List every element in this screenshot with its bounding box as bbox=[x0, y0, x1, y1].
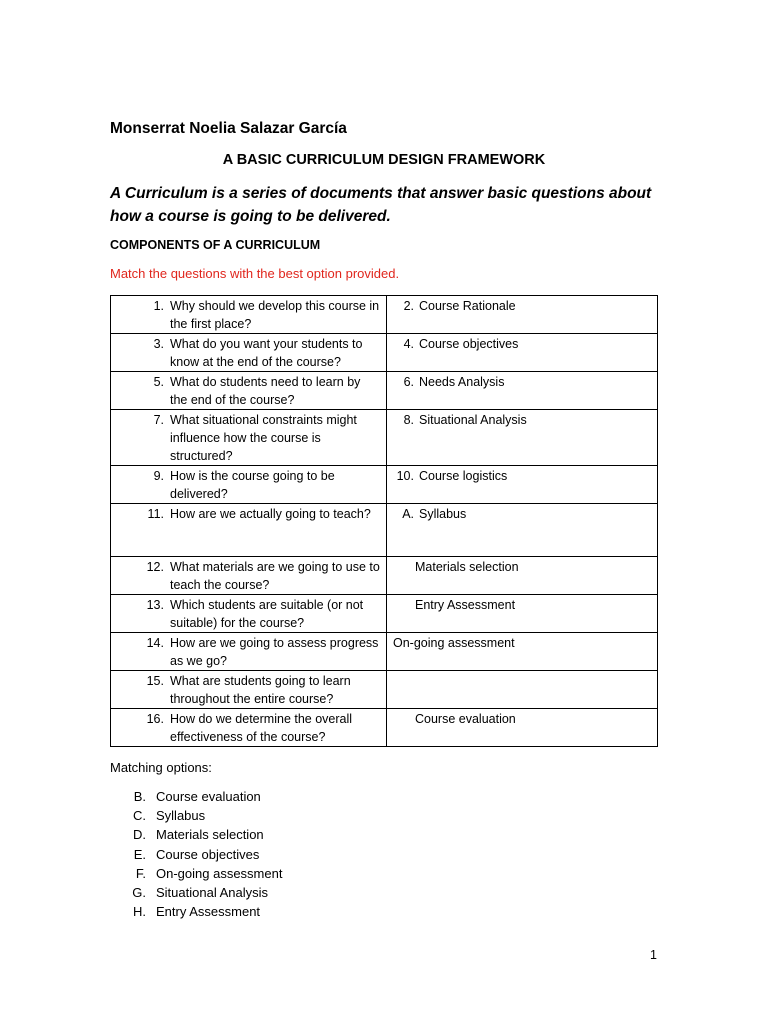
question-number: 11. bbox=[147, 507, 164, 521]
option-text: On-going assessment bbox=[156, 865, 283, 881]
list-item bbox=[110, 845, 282, 864]
table-row bbox=[111, 633, 658, 671]
answer-number: 2. bbox=[403, 299, 414, 313]
table-row bbox=[111, 296, 658, 334]
question-number: 13. bbox=[146, 598, 164, 612]
list-item bbox=[110, 825, 282, 844]
question-text: Which students are suitable (or not suitable) for the course? bbox=[170, 598, 364, 630]
option-text: Course evaluation bbox=[156, 789, 261, 804]
list-item bbox=[110, 864, 282, 883]
answer-number: 6. bbox=[403, 375, 414, 389]
answer-text: Course logistics bbox=[419, 469, 508, 483]
option-text: Syllabus bbox=[156, 808, 206, 824]
table-row bbox=[111, 671, 658, 709]
question-number: 16. bbox=[146, 712, 164, 726]
question-text: What do students need to learn by the end of the course? bbox=[170, 375, 361, 407]
table-row bbox=[111, 410, 658, 466]
table-row bbox=[111, 595, 658, 633]
answer-cell bbox=[387, 633, 658, 671]
question-text: How are we going to assess progress as we go? bbox=[170, 636, 379, 668]
answer-number: 10. bbox=[396, 469, 414, 483]
question-number: 14. bbox=[146, 636, 164, 650]
answer-cell bbox=[387, 334, 658, 372]
question-text: How is the course going to be delivered? bbox=[170, 469, 335, 501]
question-cell bbox=[111, 557, 387, 595]
list-item bbox=[110, 902, 282, 921]
question-number: 9. bbox=[153, 469, 164, 483]
answer-text: On-going assessment bbox=[393, 636, 515, 650]
table-row bbox=[111, 709, 658, 747]
question-cell bbox=[111, 709, 387, 747]
table-row bbox=[111, 466, 658, 504]
option-text: Situational Analysis bbox=[156, 885, 269, 901]
answer-text: Needs Analysis bbox=[419, 375, 505, 389]
answer-number: 4. bbox=[403, 337, 414, 351]
question-text: What materials are we going to use to teach the course? bbox=[170, 560, 380, 592]
question-number: 5. bbox=[153, 375, 164, 389]
answer-cell bbox=[387, 504, 658, 557]
question-number: 3. bbox=[153, 337, 164, 351]
answer-cell bbox=[387, 372, 658, 410]
answer-text: Entry Assessment bbox=[415, 598, 516, 612]
question-text: Why should we develop this course in the first place? bbox=[170, 299, 380, 331]
author-name: Monserrat Noelia Salazar García bbox=[110, 120, 347, 137]
answer-cell bbox=[387, 709, 658, 747]
question-text: What do you want your students to know at the end of the course? bbox=[170, 337, 363, 369]
matching-table bbox=[110, 295, 658, 747]
option-letter: H. bbox=[133, 904, 146, 920]
answer-text: Course Rationale bbox=[419, 299, 516, 313]
question-number: 1. bbox=[153, 299, 164, 313]
question-number: 12. bbox=[146, 560, 164, 574]
answer-text: Materials selection bbox=[415, 560, 519, 574]
section-heading: COMPONENTS OF A CURRICULUM bbox=[110, 238, 321, 252]
question-number: 15. bbox=[146, 674, 164, 688]
table-row bbox=[111, 557, 658, 595]
page-number: 1 bbox=[650, 948, 657, 962]
answer-text: Situational Analysis bbox=[419, 413, 527, 427]
option-letter: D. bbox=[133, 827, 146, 843]
option-text: Materials selection bbox=[156, 827, 264, 843]
question-text: How do we determine the overall effectiveness of the course? bbox=[170, 712, 353, 744]
list-item bbox=[110, 787, 282, 806]
question-cell bbox=[111, 296, 387, 334]
answer-cell bbox=[387, 296, 658, 334]
option-letter: C. bbox=[133, 808, 146, 824]
list-item bbox=[110, 806, 282, 825]
option-text: Course objectives bbox=[156, 846, 260, 862]
answer-cell bbox=[387, 671, 658, 709]
answer-number: A. bbox=[402, 507, 414, 521]
table-row bbox=[111, 334, 658, 372]
option-text: Entry Assessment bbox=[156, 904, 261, 920]
answer-cell bbox=[387, 595, 658, 633]
question-cell bbox=[111, 466, 387, 504]
question-cell bbox=[111, 504, 387, 557]
option-letter: G. bbox=[132, 885, 146, 901]
option-letter: F. bbox=[135, 865, 146, 881]
list-item bbox=[110, 883, 282, 902]
answer-cell bbox=[387, 466, 658, 504]
table-row bbox=[111, 372, 658, 410]
options-heading: Matching options: bbox=[110, 760, 212, 775]
question-text: How are we actually going to teach? bbox=[170, 507, 371, 521]
answer-cell bbox=[387, 557, 658, 595]
table-row bbox=[111, 504, 658, 557]
question-number: 7. bbox=[153, 413, 164, 427]
answer-number: 8. bbox=[403, 413, 414, 427]
lead-paragraph: A Curriculum is a series of documents that answer basic questions about how a course is going to be delivered. bbox=[110, 185, 652, 225]
question-text: What are students going to learn throughout the entire course? bbox=[170, 674, 351, 706]
answer-text: Syllabus bbox=[419, 507, 467, 521]
question-cell bbox=[111, 410, 387, 466]
question-cell bbox=[111, 372, 387, 410]
question-cell bbox=[111, 633, 387, 671]
question-cell bbox=[111, 671, 387, 709]
matching-options-list bbox=[110, 787, 282, 921]
answer-cell bbox=[387, 410, 658, 466]
answer-text: Course evaluation bbox=[415, 712, 516, 726]
answer-text: Course objectives bbox=[419, 337, 519, 351]
document-title: A BASIC CURRICULUM DESIGN FRAMEWORK bbox=[222, 152, 546, 168]
question-cell bbox=[111, 334, 387, 372]
option-letter: E. bbox=[133, 846, 146, 862]
instruction-text: Match the questions with the best option provided. bbox=[110, 266, 400, 281]
question-text: What situational constraints might influence how the course is structured? bbox=[170, 413, 357, 463]
option-letter: B. bbox=[133, 789, 146, 804]
question-cell bbox=[111, 595, 387, 633]
